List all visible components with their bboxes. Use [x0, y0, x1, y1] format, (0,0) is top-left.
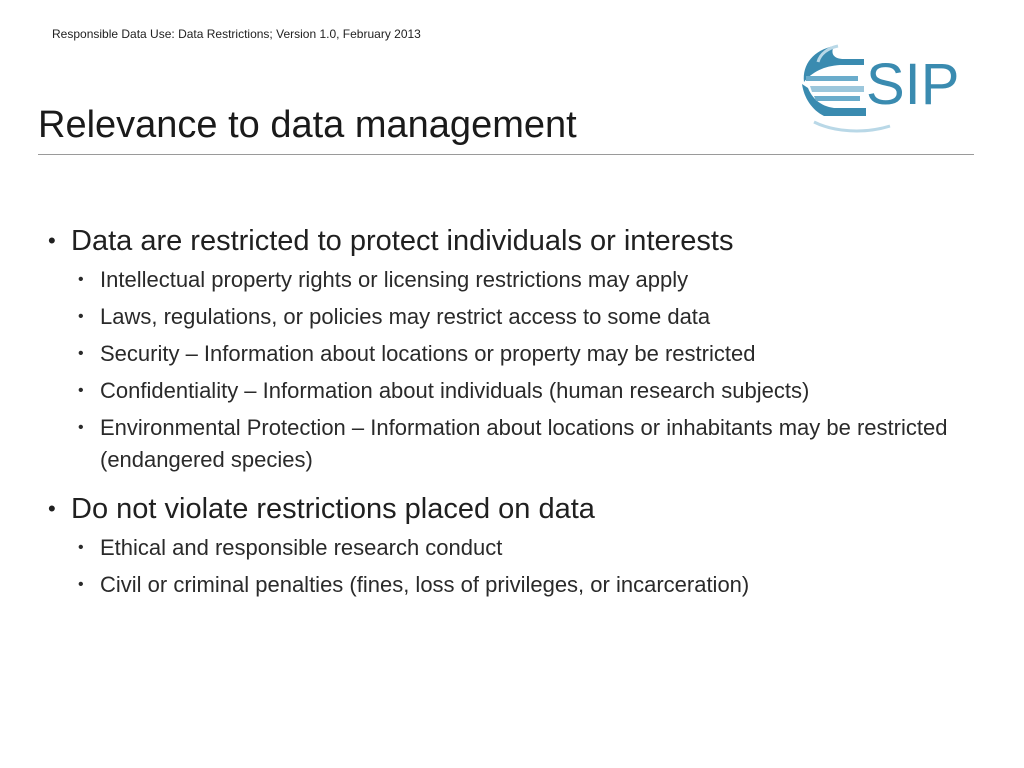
sub-bullet-item [48, 338, 968, 370]
sub-bullet-text: Confidentiality – Information about individuals (human research subjects) [100, 378, 810, 403]
sub-bullet-item [48, 412, 968, 476]
bullet-icon: • [48, 228, 56, 253]
slide-title: Relevance to data management [38, 104, 577, 146]
sub-bullet-item [48, 375, 968, 407]
bullet-group-2 [48, 490, 968, 601]
bullet-icon: • [48, 496, 56, 521]
bullet-icon: • [78, 271, 84, 288]
sub-bullet-text: Civil or criminal penalties (fines, loss of privileges, or incarceration) [100, 572, 750, 597]
bullet-icon: • [78, 576, 84, 593]
bullet-icon: • [78, 419, 84, 436]
sub-bullet-item [48, 301, 968, 333]
sub-bullet-item [48, 264, 968, 296]
title-divider [38, 154, 974, 155]
bullet-item [48, 222, 968, 260]
sub-bullet-item [48, 532, 968, 564]
sub-bullet-item [48, 569, 968, 601]
bullet-item [48, 490, 968, 528]
bullet-icon: • [78, 382, 84, 399]
sub-bullet-list [48, 532, 968, 601]
sub-bullet-text: Ethical and responsible research conduct [100, 535, 503, 560]
bullet-list [48, 222, 968, 606]
bullet-text: Do not violate restrictions placed on data [71, 493, 595, 525]
bullet-text: Data are restricted to protect individuals or interests [71, 225, 734, 257]
bullet-icon: • [78, 345, 84, 362]
bullet-group-1 [48, 222, 968, 476]
bullet-icon: • [78, 308, 84, 325]
sub-bullet-list [48, 264, 968, 476]
sub-bullet-text: Environmental Protection – Information about locations or inhabitants may be restricted (endangered species) [100, 415, 948, 472]
logo-text: SIP [866, 52, 960, 117]
sub-bullet-text: Intellectual property rights or licensing restrictions may apply [100, 267, 689, 292]
bullet-icon: • [78, 539, 84, 556]
sub-bullet-text: Security – Information about locations or property may be restricted [100, 341, 756, 366]
header-note: Responsible Data Use: Data Restrictions; Version 1.0, February 2013 [52, 27, 421, 41]
esip-logo [794, 32, 974, 142]
sub-bullet-text: Laws, regulations, or policies may restrict access to some data [100, 304, 711, 329]
